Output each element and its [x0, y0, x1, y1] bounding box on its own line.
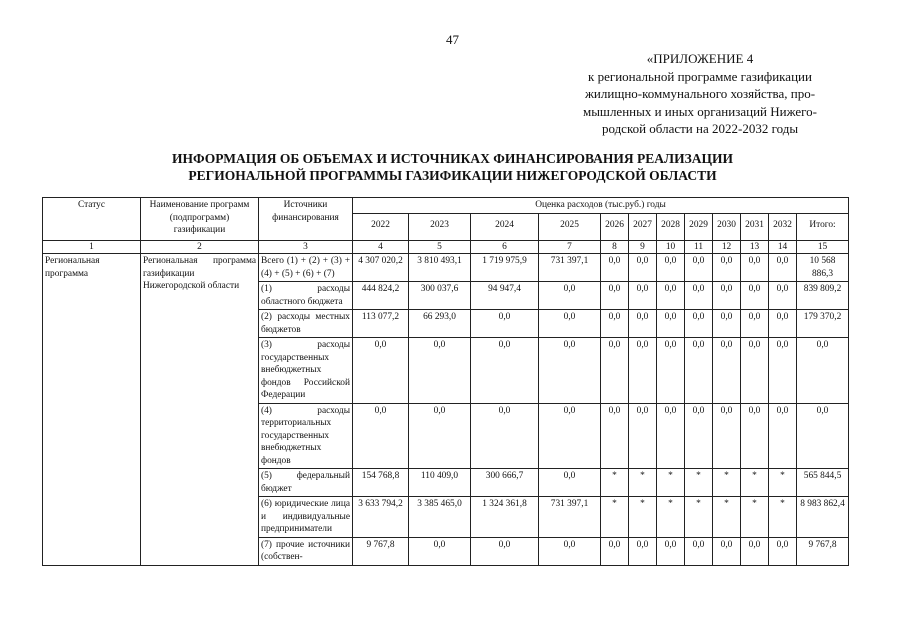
value-cell: 0,0: [539, 282, 601, 310]
value-cell: 0,0: [601, 338, 629, 404]
header-sources: Источники финансирования: [259, 198, 353, 241]
status-cell: Региональная программа: [43, 254, 141, 566]
value-cell: 0,0: [353, 338, 409, 404]
value-cell: 0,0: [685, 403, 713, 469]
value-cell: 0,0: [657, 282, 685, 310]
header-year: 2027: [629, 213, 657, 240]
value-cell: 0,0: [471, 338, 539, 404]
value-cell: 300 037,6: [409, 282, 471, 310]
value-cell: *: [629, 469, 657, 497]
column-number: 10: [657, 240, 685, 254]
appendix-line: «ПРИЛОЖЕНИЕ 4: [646, 51, 754, 66]
value-cell: 0,0: [601, 403, 629, 469]
source-cell: (1) расходы областного бюджета: [259, 282, 353, 310]
value-cell: 0,0: [741, 338, 769, 404]
column-number: 3: [259, 240, 353, 254]
header-year: 2029: [685, 213, 713, 240]
value-cell: 0,0: [601, 310, 629, 338]
value-cell: 0,0: [471, 537, 539, 565]
table-row: [43, 254, 849, 282]
header-program-name: Наименование программ (подпрограмм) газификации: [141, 198, 259, 241]
appendix-line: к региональной программе газификации: [588, 68, 812, 84]
value-cell: 3 633 794,2: [353, 497, 409, 538]
financing-table: [42, 197, 849, 566]
column-number: 9: [629, 240, 657, 254]
value-cell: 0,0: [539, 537, 601, 565]
value-cell: 0,0: [601, 282, 629, 310]
value-cell: 0,0: [685, 254, 713, 282]
value-cell: *: [657, 469, 685, 497]
value-cell: 0,0: [657, 338, 685, 404]
appendix-header: [520, 50, 880, 138]
header-status: Статус: [43, 198, 141, 241]
value-cell: 0,0: [539, 338, 601, 404]
value-cell: 0,0: [657, 254, 685, 282]
value-cell: 0,0: [629, 403, 657, 469]
total-cell: 0,0: [797, 338, 849, 404]
value-cell: 0,0: [539, 310, 601, 338]
column-number: 8: [601, 240, 629, 254]
value-cell: 0,0: [741, 537, 769, 565]
value-cell: 0,0: [769, 282, 797, 310]
value-cell: 3 385 465,0: [409, 497, 471, 538]
value-cell: 0,0: [713, 403, 741, 469]
total-cell: 565 844,5: [797, 469, 849, 497]
value-cell: 731 397,1: [539, 497, 601, 538]
value-cell: 113 077,2: [353, 310, 409, 338]
title-line: ИНФОРМАЦИЯ ОБ ОБЪЕМАХ И ИСТОЧНИКАХ ФИНАНСИРОВАНИЯ РЕАЛИЗАЦИИ: [172, 151, 733, 166]
total-cell: 8 983 862,4: [797, 497, 849, 538]
value-cell: *: [657, 497, 685, 538]
header-year: 2024: [471, 213, 539, 240]
value-cell: 0,0: [769, 254, 797, 282]
value-cell: 154 768,8: [353, 469, 409, 497]
value-cell: 0,0: [353, 403, 409, 469]
value-cell: *: [629, 497, 657, 538]
value-cell: 0,0: [713, 254, 741, 282]
value-cell: 110 409,0: [409, 469, 471, 497]
value-cell: 0,0: [539, 469, 601, 497]
value-cell: 0,0: [409, 338, 471, 404]
value-cell: 66 293,0: [409, 310, 471, 338]
header-total: Итого:: [797, 213, 849, 240]
value-cell: 0,0: [539, 403, 601, 469]
column-number: 6: [471, 240, 539, 254]
value-cell: 0,0: [741, 282, 769, 310]
header-year: 2028: [657, 213, 685, 240]
column-number: 5: [409, 240, 471, 254]
total-cell: 839 809,2: [797, 282, 849, 310]
value-cell: 0,0: [657, 403, 685, 469]
header-year: 2032: [769, 213, 797, 240]
value-cell: 0,0: [741, 310, 769, 338]
value-cell: 9 767,8: [353, 537, 409, 565]
header-year: 2030: [713, 213, 741, 240]
value-cell: 0,0: [713, 537, 741, 565]
column-number: 2: [141, 240, 259, 254]
value-cell: 0,0: [685, 338, 713, 404]
source-cell: (4) расходы территориальных государственных внебюджетных фондов: [259, 403, 353, 469]
total-cell: 9 767,8: [797, 537, 849, 565]
value-cell: 0,0: [769, 403, 797, 469]
value-cell: 0,0: [657, 537, 685, 565]
value-cell: 0,0: [629, 282, 657, 310]
value-cell: 0,0: [769, 338, 797, 404]
column-number: 15: [797, 240, 849, 254]
page-number: 47: [446, 32, 459, 47]
appendix-line: родской области на 2022-2032 годы: [601, 121, 799, 137]
value-cell: 0,0: [685, 537, 713, 565]
total-cell: 179 370,2: [797, 310, 849, 338]
value-cell: *: [685, 469, 713, 497]
program-name-cell: Региональная программа газификации Нижегородской области: [141, 254, 259, 566]
value-cell: 0,0: [685, 282, 713, 310]
column-number: 13: [741, 240, 769, 254]
appendix-line: жилищно-коммунального хозяйства, про-: [584, 86, 816, 102]
source-cell: (7) прочие источники (собствен-: [259, 537, 353, 565]
source-cell: (6) юридические лица и индивидуальные предприниматели: [259, 497, 353, 538]
value-cell: 0,0: [685, 310, 713, 338]
value-cell: 0,0: [713, 282, 741, 310]
value-cell: 0,0: [471, 403, 539, 469]
value-cell: *: [685, 497, 713, 538]
value-cell: 0,0: [601, 254, 629, 282]
value-cell: 0,0: [629, 338, 657, 404]
source-cell: (5) федеральный бюджет: [259, 469, 353, 497]
header-estimate: Оценка расходов (тыс.руб.) годы: [353, 198, 849, 214]
value-cell: 0,0: [713, 338, 741, 404]
value-cell: *: [741, 469, 769, 497]
value-cell: 0,0: [409, 537, 471, 565]
value-cell: *: [601, 497, 629, 538]
column-number: 14: [769, 240, 797, 254]
document-title: [40, 151, 865, 184]
value-cell: *: [769, 497, 797, 538]
total-cell: 0,0: [797, 403, 849, 469]
value-cell: *: [741, 497, 769, 538]
value-cell: 0,0: [629, 254, 657, 282]
header-year: 2023: [409, 213, 471, 240]
value-cell: 0,0: [769, 537, 797, 565]
value-cell: *: [769, 469, 797, 497]
value-cell: 94 947,4: [471, 282, 539, 310]
header-year: 2031: [741, 213, 769, 240]
column-number: 1: [43, 240, 141, 254]
value-cell: *: [713, 497, 741, 538]
value-cell: 731 397,1: [539, 254, 601, 282]
value-cell: 1 324 361,8: [471, 497, 539, 538]
header-year: 2025: [539, 213, 601, 240]
value-cell: 0,0: [629, 537, 657, 565]
column-number: 7: [539, 240, 601, 254]
value-cell: 0,0: [601, 537, 629, 565]
header-year: 2022: [353, 213, 409, 240]
value-cell: 0,0: [741, 403, 769, 469]
appendix-line: мышленных и иных организаций Нижего-: [582, 103, 818, 119]
title-line: РЕГИОНАЛЬНОЙ ПРОГРАММЫ ГАЗИФИКАЦИИ НИЖЕГОРОДСКОЙ ОБЛАСТИ: [188, 167, 717, 183]
value-cell: 0,0: [657, 310, 685, 338]
source-cell: (2) расходы местных бюджетов: [259, 310, 353, 338]
value-cell: 0,0: [471, 310, 539, 338]
source-cell: (3) расходы государственных внебюджетных фондов Российской Федерации: [259, 338, 353, 404]
column-number: 11: [685, 240, 713, 254]
value-cell: *: [713, 469, 741, 497]
header-year: 2026: [601, 213, 629, 240]
column-number: 12: [713, 240, 741, 254]
total-cell: 10 568 886,3: [797, 254, 849, 282]
value-cell: 0,0: [713, 310, 741, 338]
value-cell: 4 307 020,2: [353, 254, 409, 282]
value-cell: 0,0: [741, 254, 769, 282]
value-cell: *: [601, 469, 629, 497]
value-cell: 300 666,7: [471, 469, 539, 497]
value-cell: 0,0: [769, 310, 797, 338]
value-cell: 0,0: [409, 403, 471, 469]
value-cell: 1 719 975,9: [471, 254, 539, 282]
value-cell: 0,0: [629, 310, 657, 338]
value-cell: 3 810 493,1: [409, 254, 471, 282]
column-number: 4: [353, 240, 409, 254]
financing-rows: [43, 254, 849, 566]
column-number-row: [43, 240, 849, 254]
value-cell: 444 824,2: [353, 282, 409, 310]
source-cell: Всего (1) + (2) + (3) + (4) + (5) + (6) + (7): [259, 254, 353, 282]
